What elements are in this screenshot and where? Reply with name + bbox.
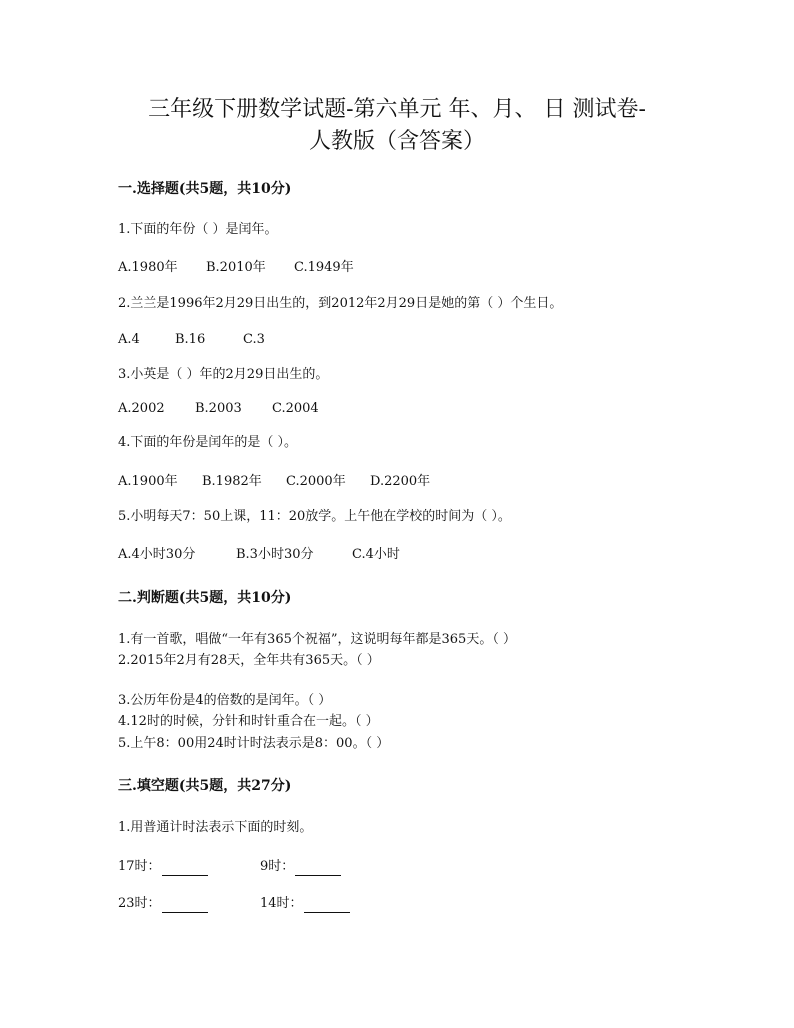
judgement-item: 3.公历年份是4的倍数的是闰年。（ ）: [118, 693, 332, 708]
question-options: [118, 473, 430, 491]
blank-item: [118, 858, 260, 876]
option-c: C.2004: [272, 401, 319, 416]
judgement-item: 4.12时的时候，分针和时针重合在一起。（ ）: [118, 714, 379, 729]
blank-item: [260, 895, 350, 913]
option-a: A.4小时30分: [118, 547, 196, 562]
blank-item: [260, 858, 341, 876]
blank-item: [118, 895, 260, 913]
question-text: 3.小英是（ ）年的2月29日出生的。: [118, 367, 329, 382]
option-b: B.16: [175, 332, 206, 347]
option-c: C.2000年: [286, 474, 346, 489]
section-heading-choice: 一.选择题(共5题，共10分): [118, 181, 292, 197]
option-c: C.1949年: [294, 260, 354, 275]
option-c: C.4小时: [352, 547, 400, 562]
blank-label: 23时：: [118, 896, 161, 911]
option-b: B.2003: [195, 401, 242, 416]
judgement-item: 1.有一首歌，唱做“一年有365个祝福”，这说明每年都是365天。（ ）: [118, 632, 516, 647]
option-a: A.1980年: [118, 260, 178, 275]
option-a: A.4: [118, 332, 140, 347]
blank-label: 14时：: [260, 896, 303, 911]
option-b: B.1982年: [202, 474, 262, 489]
answer-blank[interactable]: [295, 861, 341, 876]
question-options: [118, 546, 400, 564]
option-b: B.2010年: [206, 260, 266, 275]
question-options: [118, 331, 265, 349]
section-heading-fill-blank: 三.填空题(共5题，共27分): [118, 778, 292, 794]
blank-label: 9时：: [260, 859, 295, 874]
option-c: C.3: [243, 332, 265, 347]
option-d: D.2200年: [370, 474, 431, 489]
document-title-line1: 三年级下册数学试题-第六单元 年、月、 日 测试卷-: [148, 97, 646, 122]
question-text: 1.用普通计时法表示下面的时刻。: [118, 820, 313, 835]
option-b: B.3小时30分: [236, 547, 314, 562]
blank-label: 17时：: [118, 859, 161, 874]
question-text: 4.下面的年份是闰年的是（ ）。: [118, 435, 298, 450]
judgement-item: 2.2015年2月有28天，全年共有365天。（ ）: [118, 653, 380, 668]
blank-row: [118, 895, 350, 913]
option-a: A.2002: [118, 401, 165, 416]
answer-blank[interactable]: [162, 898, 208, 913]
section-heading-judgement: 二.判断题(共5题，共10分): [118, 590, 292, 606]
question-text: 2.兰兰是1996年2月29日出生的，到2012年2月29日是她的第（ ）个生日。: [118, 296, 563, 311]
question-text: 1.下面的年份（ ）是闰年。: [118, 222, 278, 237]
question-text: 5.小明每天7：50上课，11：20放学。上午他在学校的时间为（ ）。: [118, 509, 511, 524]
document-title-line2: 人教版（含答案）: [308, 129, 485, 154]
question-options: [118, 400, 319, 418]
answer-blank[interactable]: [304, 898, 350, 913]
answer-blank[interactable]: [162, 861, 208, 876]
option-a: A.1900年: [118, 474, 178, 489]
blank-row: [118, 858, 341, 876]
question-options: [118, 259, 354, 277]
judgement-item: 5.上午8：00用24时计时法表示是8：00。（ ）: [118, 736, 390, 751]
